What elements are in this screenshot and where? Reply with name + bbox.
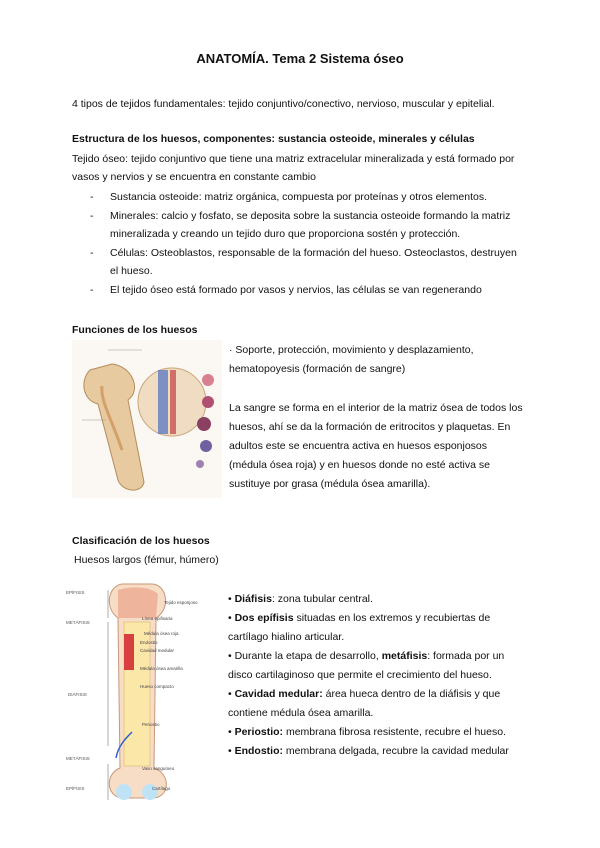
funciones-heading: Funciones de los huesos	[72, 324, 198, 336]
bone-structure-figure	[72, 340, 222, 498]
long-bone-figure	[60, 578, 220, 806]
label-cartilago: Cartílago	[152, 786, 171, 791]
label-vaso: Vaso sanguíneo	[142, 766, 175, 771]
list-item: - Células: Osteoblastos, responsable de la formación del hueso. Osteoclastos, destruyen el hueso.	[90, 244, 560, 281]
label-metafisis-bot: METÁFISIS	[66, 756, 90, 761]
funciones-p2-line-5: sustituye por grasa (médula ósea amarilla).	[229, 478, 431, 490]
label-compacto: Hueso compacto	[140, 684, 174, 689]
list-item: • Endostio: membrana delgada, recubre la cavidad medular	[228, 745, 509, 757]
label-diafisis: DIÁFISIS	[68, 692, 87, 697]
list-item: • Durante la etapa de desarrollo, metáfisis: formada por un disco cartilaginoso que permite el crecimiento del hueso.	[228, 650, 505, 681]
label-cavidad: Cavidad medular	[140, 648, 175, 653]
label-linea: Línea epifisaria	[142, 616, 173, 621]
page-title: ANATOMÍA. Tema 2 Sistema óseo	[196, 51, 404, 66]
clasificacion-subtitle: Huesos largos (fémur, húmero)	[74, 554, 219, 566]
intro-text: 4 tipos de tejidos fundamentales: tejido conjuntivo/conectivo, nervioso, muscular y epitelial.	[72, 98, 495, 110]
label-medula-roja: Médula ósea roja	[144, 631, 179, 636]
label-endostio: Endostio	[140, 640, 158, 645]
funciones-p2-line-1: La sangre se forma en el interior de la matriz ósea de todos los	[229, 402, 523, 414]
funciones-p1-line-1: · Soporte, protección, movimiento y desplazamiento,	[229, 344, 474, 356]
estructura-list	[90, 188, 560, 299]
estructura-heading: Estructura de los huesos, componentes: sustancia osteoide, minerales y células	[72, 133, 475, 145]
list-item: - Minerales: calcio y fosfato, se deposita sobre la sustancia osteoide formando la matriz mineralizada y creando un tejido duro que proporciona sostén y protección.	[90, 207, 560, 244]
label-epifisis-top: EPÍFISIS	[66, 590, 85, 595]
estructura-line-1: Tejido óseo: tejido conjuntivo que tiene una matriz extracelular mineralizada y está formado por	[72, 153, 515, 165]
list-item: - El tejido óseo está formado por vasos y nervios, las células se van regenerando	[90, 281, 560, 300]
funciones-p2-line-4: (médula ósea roja) y en huesos donde no esté activa se	[229, 459, 490, 471]
list-item: • Periostio: membrana fibrosa resistente, recubre el hueso.	[228, 726, 506, 738]
label-epifisis-bot: EPÍFISIS	[66, 786, 85, 791]
funciones-p2-line-3: adultos este se encuentra activa en huesos esponjosos	[229, 440, 488, 452]
label-medula-amarilla: Médula ósea amarilla	[140, 666, 183, 671]
list-item: - Sustancia osteoide: matriz orgánica, compuesta por proteínas y otros elementos.	[90, 188, 560, 207]
clasificacion-heading: Clasificación de los huesos	[72, 535, 210, 547]
funciones-p2-line-2: huesos, ahí se da la formación de eritrocitos y plaquetas. En	[229, 421, 511, 433]
funciones-p1-line-2: hematopoyesis (formación de sangre)	[229, 363, 406, 375]
list-item: • Cavidad medular: área hueca dentro de la diáfisis y que contiene médula ósea amarilla.	[228, 688, 501, 719]
list-item: • Dos epífisis situadas en los extremos y recubiertas de cartílago hialino articular.	[228, 612, 491, 643]
label-tejido: Tejido esponjoso	[164, 600, 198, 605]
estructura-line-2: vasos y nervios y se encuentra en constante cambio	[72, 171, 316, 183]
clasificacion-bullets	[228, 590, 548, 761]
label-periostio: Periostio	[142, 722, 160, 727]
list-item: • Diáfisis: zona tubular central.	[228, 593, 373, 605]
label-metafisis-top: METÁFISIS	[66, 620, 90, 625]
